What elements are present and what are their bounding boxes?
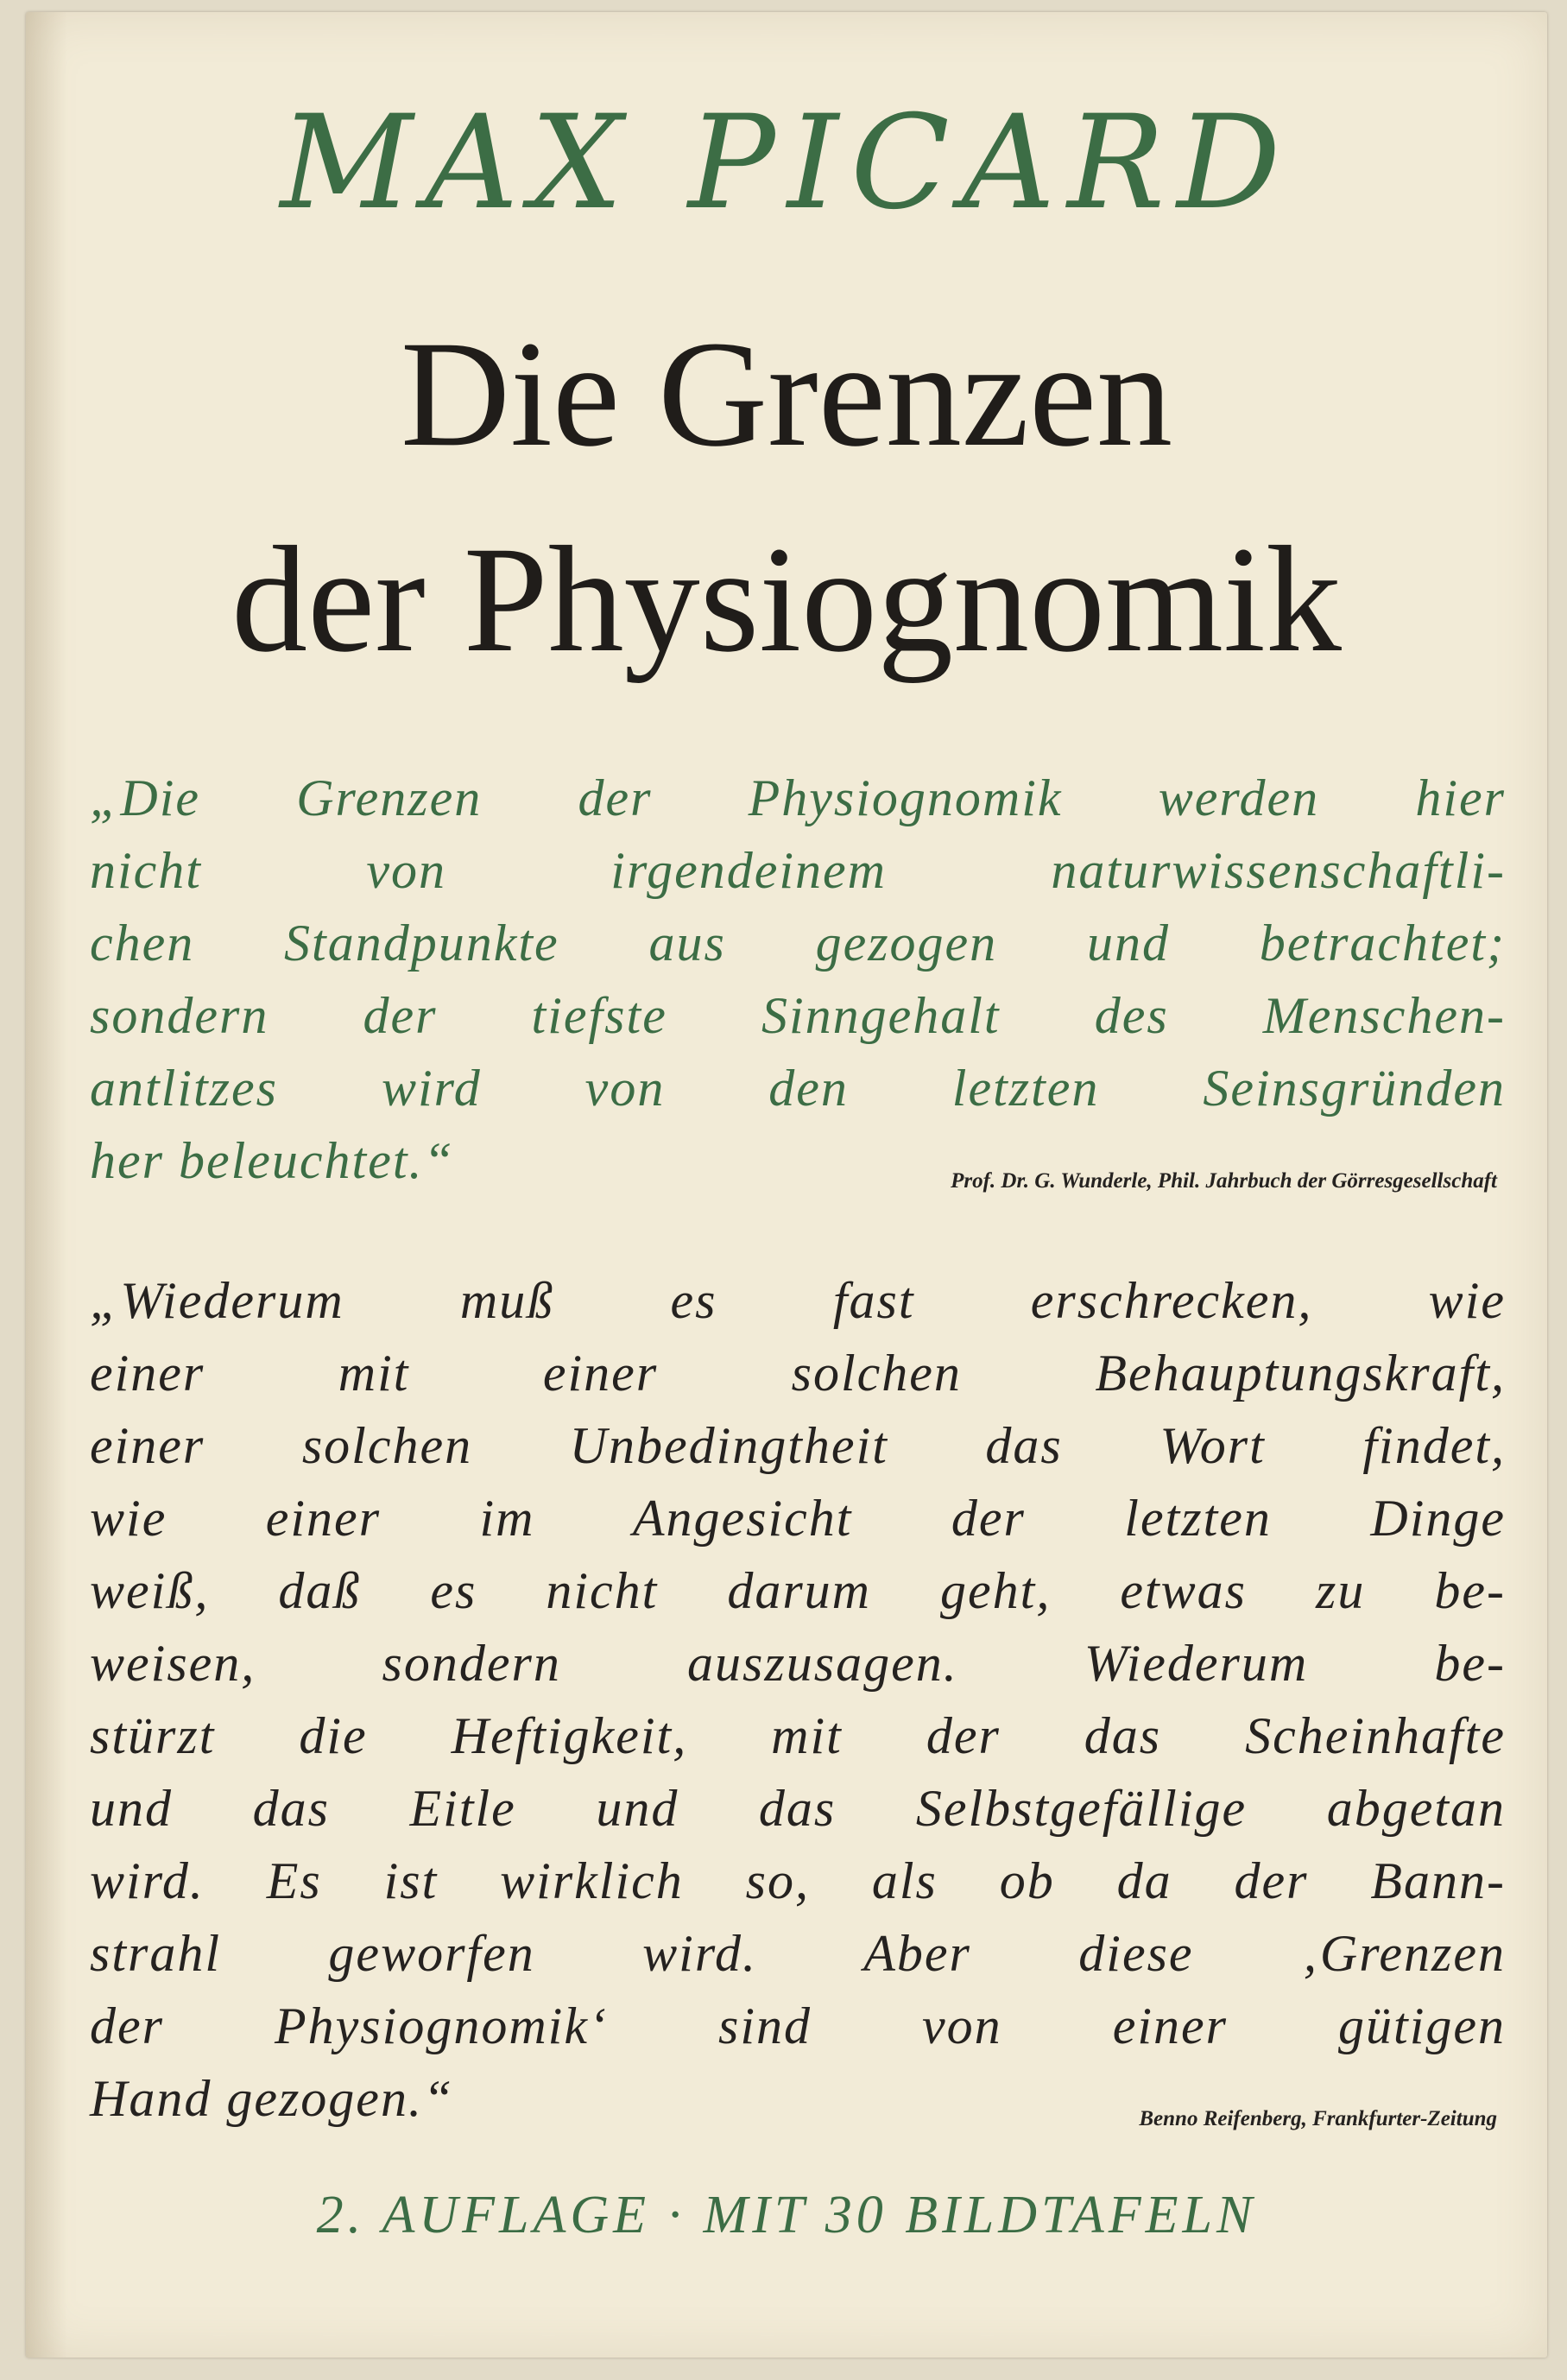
- quote-1-line: sondern der tiefste Sinngehalt des Menschen-: [90, 987, 1506, 1044]
- quote-1-attribution: Prof. Dr. G. Wunderle, Phil. Jahrbuch der Görresgesellschaft: [951, 1169, 1497, 1193]
- quote-2-line: der Physiognomik‘ sind von einer gütigen: [90, 1997, 1506, 2054]
- book-cover: [26, 12, 1547, 2358]
- quote-2-line: wird. Es ist wirklich so, als ob da der Bann-: [90, 1852, 1506, 1909]
- edition-note: 2. AUFLAGE · MIT 30 BILDTAFELN: [316, 2186, 1257, 2244]
- quote-2-line: weiß, daß es nicht darum geht, etwas zu be-: [90, 1562, 1506, 1619]
- review-quote-2: [90, 1264, 1506, 2135]
- quote-2-line: wie einer im Angesicht der letzten Dinge: [90, 1490, 1506, 1547]
- quote-2-line: stürzt die Heftigkeit, mit der das Scheinhafte: [90, 1707, 1506, 1764]
- quote-1-line: „Die Grenzen der Physiognomik werden hier: [90, 769, 1506, 826]
- author-name: MAX PICARD: [280, 88, 1293, 238]
- quote-2-line: und das Eitle und das Selbstgefällige abgetan: [90, 1780, 1506, 1837]
- quote-2-line: strahl geworfen wird. Aber diese ‚Grenzen: [90, 1925, 1506, 1982]
- quote-2-line: weisen, sondern auszusagen. Wiederum be-: [90, 1635, 1506, 1692]
- quote-1-line: chen Standpunkte aus gezogen und betrachtet;: [90, 915, 1506, 972]
- quote-1-line: nicht von irgendeinem naturwissenschaftli-: [90, 842, 1506, 899]
- quote-1-line: antlitzes wird von den letzten Seinsgründen: [90, 1060, 1506, 1117]
- quote-1-line: her beleuchtet.“: [90, 1132, 454, 1189]
- review-quote-1: [90, 762, 1506, 1197]
- quote-1-last-row: [90, 1124, 1506, 1197]
- quote-2-last-row: [90, 2062, 1506, 2135]
- quote-2-line: einer solchen Unbedingtheit das Wort findet,: [90, 1417, 1506, 1474]
- quote-2-attribution: Benno Reifenberg, Frankfurter-Zeitung: [1139, 2107, 1497, 2130]
- book-title-line-1: Die Grenzen: [400, 310, 1173, 478]
- quote-2-line: einer mit einer solchen Behauptungskraft,: [90, 1345, 1506, 1402]
- quote-2-line: „Wiederum muß es fast erschrecken, wie: [90, 1272, 1506, 1329]
- book-title-line-2: der Physiognomik: [231, 516, 1342, 684]
- quote-2-line: Hand gezogen.“: [90, 2070, 454, 2127]
